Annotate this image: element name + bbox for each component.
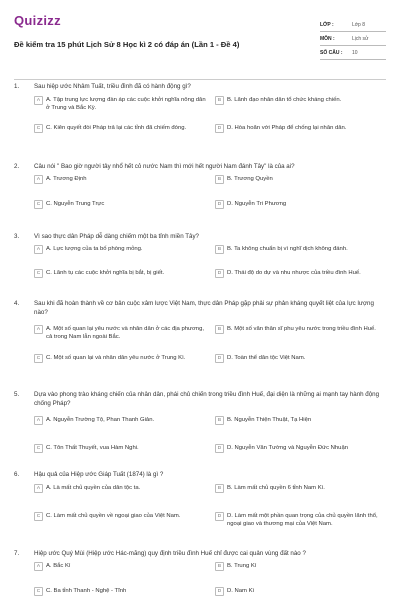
option-letter-box: B — [215, 416, 224, 425]
question-item — [14, 82, 386, 131]
question-header — [14, 470, 386, 479]
option-letter-box: C — [34, 200, 43, 209]
meta-table — [320, 18, 386, 60]
option-letter-box: A — [34, 562, 43, 571]
option-text: A. Trương Định — [46, 176, 87, 182]
question-header — [14, 299, 386, 317]
question-number: 3. — [14, 233, 20, 240]
option-b[interactable] — [215, 96, 380, 105]
meta-value: Lịch sử — [352, 35, 369, 42]
option-a[interactable] — [34, 325, 206, 341]
question-number: 1. — [14, 83, 20, 90]
question-number: 6. — [14, 471, 20, 478]
option-a[interactable] — [34, 175, 206, 184]
option-letter-box: C — [34, 587, 43, 596]
question-number: 2. — [14, 163, 20, 170]
option-c[interactable] — [34, 200, 206, 209]
option-text: A. Nguyễn Trường Tộ, Phan Thanh Giản. — [46, 417, 155, 423]
option-text: A. Lực lượng của ta bố phòng mỏng. — [46, 246, 143, 252]
option-text: A. Là mất chủ quyền của dân tộc ta. — [46, 485, 141, 491]
option-text: B. Lãnh đạo nhân dân tổ chức kháng chiến. — [227, 97, 342, 103]
option-d[interactable] — [215, 200, 380, 209]
option-letter-box: A — [34, 245, 43, 254]
option-letter-box: B — [215, 96, 224, 105]
meta-label: MÔN : — [320, 35, 335, 42]
worksheet-header — [14, 10, 386, 72]
option-letter-box: B — [215, 175, 224, 184]
question-text: Sau hiệp ước Nhâm Tuất, triều đình đã có hành động gì? — [34, 83, 191, 90]
option-letter-box: A — [34, 175, 43, 184]
option-b[interactable] — [215, 175, 380, 184]
question-text: Hậu quả của Hiệp ước Giáp Tuất (1874) là gì ? — [34, 471, 164, 478]
question-text: Câu nói " Bao giờ người tây nhổ hết cỏ nước Nam thì mới hết người Nam đánh Tây" là của ai? — [34, 163, 295, 170]
option-text: C. Ba tỉnh Thanh - Nghệ - Tĩnh — [46, 588, 127, 594]
option-letter-box: C — [34, 444, 43, 453]
option-text: C. Một số quan lại và nhân dân yêu nước ở Trung Kì. — [46, 355, 186, 361]
question-item — [14, 470, 386, 527]
option-letter-box: B — [215, 245, 224, 254]
option-text: D. Nguyễn Tri Phương — [227, 201, 287, 207]
option-text: C. Lãnh tụ các cuộc khởi nghĩa bị bắt, bị giết. — [46, 270, 165, 276]
option-letter-box: A — [34, 96, 43, 105]
option-text: A. Một số quan lại yêu nước và nhân dân ở các địa phương, cả trong Nam lẫn ngoài Bắc. — [46, 326, 204, 340]
question-item — [14, 390, 386, 451]
option-d[interactable] — [215, 444, 380, 453]
option-d[interactable] — [215, 354, 380, 363]
meta-value: 10 — [352, 49, 358, 56]
page-title: Đề kiểm tra 15 phút Lịch Sử 8 Học kì 2 có đáp án (Lần 1 - Đề 4) — [14, 40, 240, 49]
option-b[interactable] — [215, 562, 380, 571]
question-number: 5. — [14, 391, 20, 398]
question-item — [14, 232, 386, 276]
option-a[interactable] — [34, 96, 206, 112]
option-d[interactable] — [215, 124, 380, 133]
option-text: C. Làm mất chủ quyền về ngoại giao của Việt Nam. — [46, 513, 181, 519]
option-text: B. Trương Quyền — [227, 176, 273, 182]
option-letter-box: D — [215, 124, 224, 133]
option-text: B. Làm mất chủ quyền 6 tỉnh Nam Kì. — [227, 485, 325, 491]
option-text: D. Hòa hoãn với Pháp để chống lại nhân dân. — [227, 125, 347, 131]
option-letter-box: D — [215, 512, 224, 521]
question-header — [14, 390, 386, 408]
option-text: B. Trung Kì — [227, 563, 257, 569]
option-letter-box: B — [215, 325, 224, 334]
option-text: D. Toàn thể dân tộc Việt Nam. — [227, 355, 306, 361]
option-letter-box: A — [34, 484, 43, 493]
option-text: A. Bắc Kì — [46, 563, 71, 569]
option-text: D. Nguyễn Văn Tường và Nguyễn Đức Nhuận — [227, 445, 349, 451]
option-letter-box: A — [34, 325, 43, 334]
option-letter-box: D — [215, 444, 224, 453]
question-header — [14, 82, 386, 91]
option-c[interactable] — [34, 269, 206, 278]
option-letter-box: B — [215, 562, 224, 571]
option-text: B. Một số văn thân sĩ phu yêu nước trong triều đình Huế. — [227, 326, 376, 332]
question-text: Vì sao thực dân Pháp dễ dàng chiếm một ba tỉnh miền Tây? — [34, 233, 200, 240]
question-number: 7. — [14, 550, 20, 557]
option-letter-box: C — [34, 354, 43, 363]
question-header — [14, 162, 386, 171]
option-text: D. Làm mất một phần quan trọng của chủ quyền lãnh thổ, ngoại giao và thương mại của Việt Nam. — [227, 513, 378, 527]
option-c[interactable] — [34, 512, 206, 521]
meta-row-subject — [320, 32, 386, 46]
question-text: Hiệp ước Quý Mùi (Hiệp ước Hác-măng) quy định triều đình Huế chỉ được cai quản vùng đất nào ? — [34, 550, 306, 557]
question-text: Dựa vào phong trào kháng chiến của nhân dân, phái chủ chiến trong triều đình Huế, đại diện là những ai mạnh tay hành động chống Pháp? — [34, 391, 380, 407]
question-text: Sau khi đã hoàn thành về cơ bản cuộc xâm lược Việt Nam, thực dân Pháp gặp phải sự phản kháng quyết liệt của lực lượng nào? — [34, 300, 374, 316]
option-letter-box: D — [215, 269, 224, 278]
meta-label: LỚP : — [320, 21, 334, 28]
option-b[interactable] — [215, 484, 380, 493]
option-b[interactable] — [215, 325, 380, 334]
option-letter-box: D — [215, 587, 224, 596]
option-c[interactable] — [34, 354, 206, 363]
meta-row-class — [320, 18, 386, 32]
option-a[interactable] — [34, 245, 206, 254]
option-d[interactable] — [215, 587, 380, 596]
question-number: 4. — [14, 300, 20, 307]
option-letter-box: A — [34, 416, 43, 425]
option-letter-box: C — [34, 124, 43, 133]
option-letter-box: C — [34, 269, 43, 278]
option-d[interactable] — [215, 512, 380, 528]
option-b[interactable] — [215, 416, 380, 425]
meta-label: SỐ CÂU : — [320, 49, 343, 56]
question-item — [14, 549, 386, 594]
option-d[interactable] — [215, 269, 380, 278]
option-letter-box: D — [215, 354, 224, 363]
option-text: D. Nam Kì — [227, 588, 255, 594]
option-a[interactable] — [34, 416, 206, 425]
option-b[interactable] — [215, 245, 380, 254]
option-c[interactable] — [34, 444, 206, 453]
option-text: C. Kiên quyết đòi Pháp trả lại các tỉnh đã chiếm đóng. — [46, 125, 187, 131]
option-letter-box: B — [215, 484, 224, 493]
quizizz-logo[interactable]: Quizizz — [14, 13, 61, 28]
option-c[interactable] — [34, 124, 206, 133]
option-letter-box: D — [215, 200, 224, 209]
question-item — [14, 162, 386, 207]
option-a[interactable] — [34, 562, 206, 571]
header-divider — [14, 79, 386, 80]
option-text: C. Nguyễn Trung Trực — [46, 201, 105, 207]
option-text: D. Thái độ do dự và nhu nhược của triều đình Huế. — [227, 270, 361, 276]
option-a[interactable] — [34, 484, 206, 493]
option-text: B. Ta không chuẩn bị vì nghĩ dịch không đánh. — [227, 246, 348, 252]
question-header — [14, 549, 386, 558]
option-text: B. Nguyễn Thiện Thuật, Tạ Hiện — [227, 417, 312, 423]
meta-row-question-count — [320, 46, 386, 60]
option-text: A. Tập trung lực lượng đàn áp các cuộc khởi nghĩa nông dân ở Trung và Bắc Kỳ. — [46, 97, 206, 111]
question-item — [14, 299, 386, 361]
meta-value: Lớp 8 — [352, 21, 366, 28]
option-letter-box: C — [34, 512, 43, 521]
option-text: C. Tôn Thất Thuyết, vua Hàm Nghi. — [46, 445, 139, 451]
option-c[interactable] — [34, 587, 206, 596]
question-header — [14, 232, 386, 241]
